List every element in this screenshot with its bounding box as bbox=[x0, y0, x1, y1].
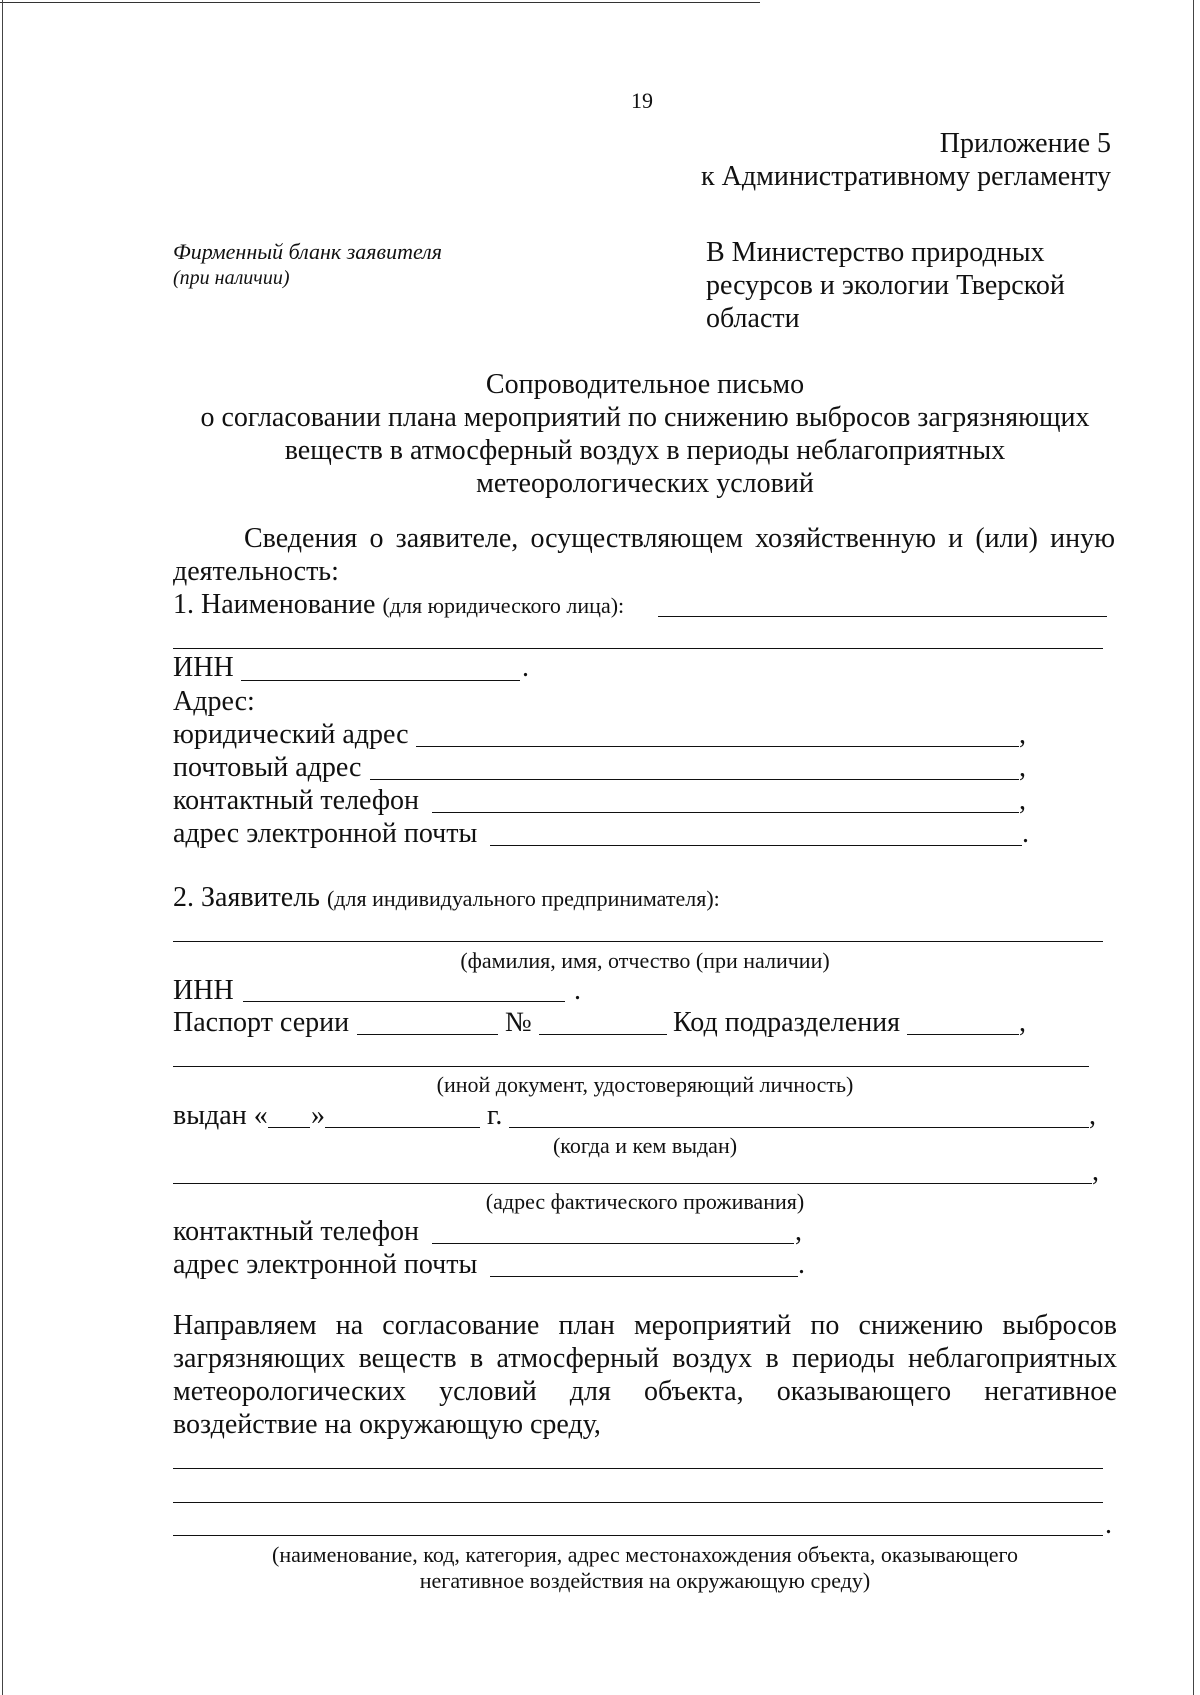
scan-edge-right bbox=[1193, 0, 1194, 1695]
section1-address-label: Адрес: bbox=[173, 686, 255, 717]
page-number: 19 bbox=[631, 88, 653, 113]
section2-other-doc-caption: (иной документ, удостоверяющий личность) bbox=[436, 1072, 854, 1097]
organization-name-field-continued[interactable] bbox=[173, 648, 1103, 649]
section1-name-note: (для юридического лица): bbox=[382, 593, 625, 618]
addressee-line1: В Министерство природных bbox=[706, 237, 1045, 268]
section2-passport-comma: , bbox=[1019, 1007, 1026, 1038]
closing-line4: воздействие на окружающую среду, bbox=[173, 1409, 601, 1440]
object-caption-line1: (наименование, код, категория, адрес местонахождения объекта, оказывающего bbox=[272, 1542, 1018, 1567]
addressee-line2: ресурсов и экологии Тверской bbox=[706, 270, 1065, 301]
section2-applicant-label: 2. Заявитель bbox=[173, 882, 320, 913]
title-line3: веществ в атмосферный воздух в периоды неблагоприятных bbox=[284, 435, 1006, 466]
applicant-fio-field[interactable] bbox=[173, 941, 1103, 942]
section2-issued-quote-close: » bbox=[311, 1100, 325, 1131]
section1-email-period: . bbox=[1022, 818, 1029, 849]
section2-email-label: адрес электронной почты bbox=[173, 1249, 478, 1280]
closing-line1: Направляем на согласование план мероприятий по снижению выбросов bbox=[173, 1310, 1117, 1341]
section1-inn-period: . bbox=[522, 652, 529, 683]
section2-email-field[interactable] bbox=[490, 1276, 798, 1277]
section2-inn-field[interactable] bbox=[243, 1001, 565, 1002]
other-document-field[interactable] bbox=[173, 1066, 1089, 1067]
section1-legal-address-comma: , bbox=[1019, 719, 1026, 750]
scan-edge-left bbox=[2, 0, 3, 1695]
section1-legal-address-field[interactable] bbox=[416, 746, 1019, 747]
residence-address-field[interactable] bbox=[173, 1183, 1092, 1184]
closing-line2: загрязняющих веществ в атмосферный воздух в периоды неблагоприятных bbox=[173, 1343, 1117, 1374]
section2-inn-period: . bbox=[574, 975, 581, 1006]
appendix-line2: к Административному регламенту bbox=[701, 161, 1111, 192]
section1-phone-comma: , bbox=[1019, 785, 1026, 816]
appendix-line1: Приложение 5 bbox=[939, 128, 1111, 159]
section2-year-label: г. bbox=[487, 1100, 503, 1131]
intro-line2: деятельность: bbox=[173, 556, 339, 587]
object-field-line2[interactable] bbox=[173, 1502, 1103, 1503]
object-field-period: . bbox=[1105, 1509, 1112, 1540]
section1-email-field[interactable] bbox=[490, 845, 1022, 846]
section2-applicant-row bbox=[173, 881, 720, 915]
passport-number-field[interactable] bbox=[539, 1034, 667, 1035]
section1-postal-address-field[interactable] bbox=[370, 779, 1019, 780]
title-line2: о согласовании плана мероприятий по снижению выбросов загрязняющих bbox=[200, 402, 1090, 433]
section1-phone-label: контактный телефон bbox=[173, 785, 419, 816]
passport-series-field[interactable] bbox=[357, 1034, 498, 1035]
section2-phone-label: контактный телефон bbox=[173, 1216, 419, 1247]
section2-division-label: Код подразделения bbox=[673, 1007, 901, 1038]
section1-name-row bbox=[173, 588, 624, 622]
letterhead-note: (при наличии) bbox=[173, 267, 290, 289]
section1-legal-address-label: юридический адрес bbox=[173, 719, 409, 750]
addressee-line3: области bbox=[706, 303, 800, 334]
object-field-line3[interactable] bbox=[173, 1535, 1103, 1536]
title-line1: Сопроводительное письмо bbox=[485, 369, 805, 400]
section2-inn-label: ИНН bbox=[173, 975, 234, 1006]
title-line4: метеорологических условий bbox=[476, 468, 814, 499]
issue-day-field[interactable] bbox=[268, 1127, 310, 1128]
section2-fio-caption: (фамилия, имя, отчество (при наличии) bbox=[460, 948, 830, 973]
organization-name-field[interactable] bbox=[658, 616, 1107, 617]
section1-inn-label: ИНН bbox=[173, 652, 234, 683]
section2-number-sign: № bbox=[505, 1007, 532, 1038]
intro-line1: Сведения о заявителе, осуществляющем хозяйственную и (или) иную bbox=[244, 523, 1115, 554]
issued-by-field[interactable] bbox=[509, 1127, 1089, 1128]
scan-edge-top bbox=[0, 2, 760, 3]
section2-issued-label: выдан « bbox=[173, 1100, 268, 1131]
section2-residence-comma: , bbox=[1092, 1156, 1099, 1187]
object-field-line1[interactable] bbox=[173, 1468, 1103, 1469]
letterhead-label: Фирменный бланк заявителя bbox=[173, 239, 442, 264]
object-caption-line2: негативное воздействия на окружающую среду) bbox=[419, 1568, 871, 1593]
section2-issued-comma: , bbox=[1089, 1100, 1096, 1131]
section2-phone-comma: , bbox=[795, 1216, 802, 1247]
section1-email-label: адрес электронной почты bbox=[173, 818, 478, 849]
section1-phone-field[interactable] bbox=[432, 812, 1019, 813]
section1-postal-address-comma: , bbox=[1019, 752, 1026, 783]
section1-postal-address-label: почтовый адрес bbox=[173, 752, 362, 783]
section2-passport-label: Паспорт серии bbox=[173, 1007, 350, 1038]
division-code-field[interactable] bbox=[907, 1034, 1019, 1035]
section2-issued-caption: (когда и кем выдан) bbox=[552, 1133, 738, 1158]
section1-inn-field[interactable] bbox=[241, 680, 520, 681]
issue-month-field[interactable] bbox=[325, 1127, 480, 1128]
section2-applicant-note: (для индивидуального предпринимателя): bbox=[326, 886, 720, 911]
section2-residence-caption: (адрес фактического проживания) bbox=[485, 1189, 805, 1214]
section2-email-period: . bbox=[798, 1249, 805, 1280]
section2-phone-field[interactable] bbox=[432, 1243, 794, 1244]
closing-line3: метеорологических условий для объекта, оказывающего негативное bbox=[173, 1376, 1117, 1407]
section1-name-label: 1. Наименование bbox=[173, 589, 376, 620]
